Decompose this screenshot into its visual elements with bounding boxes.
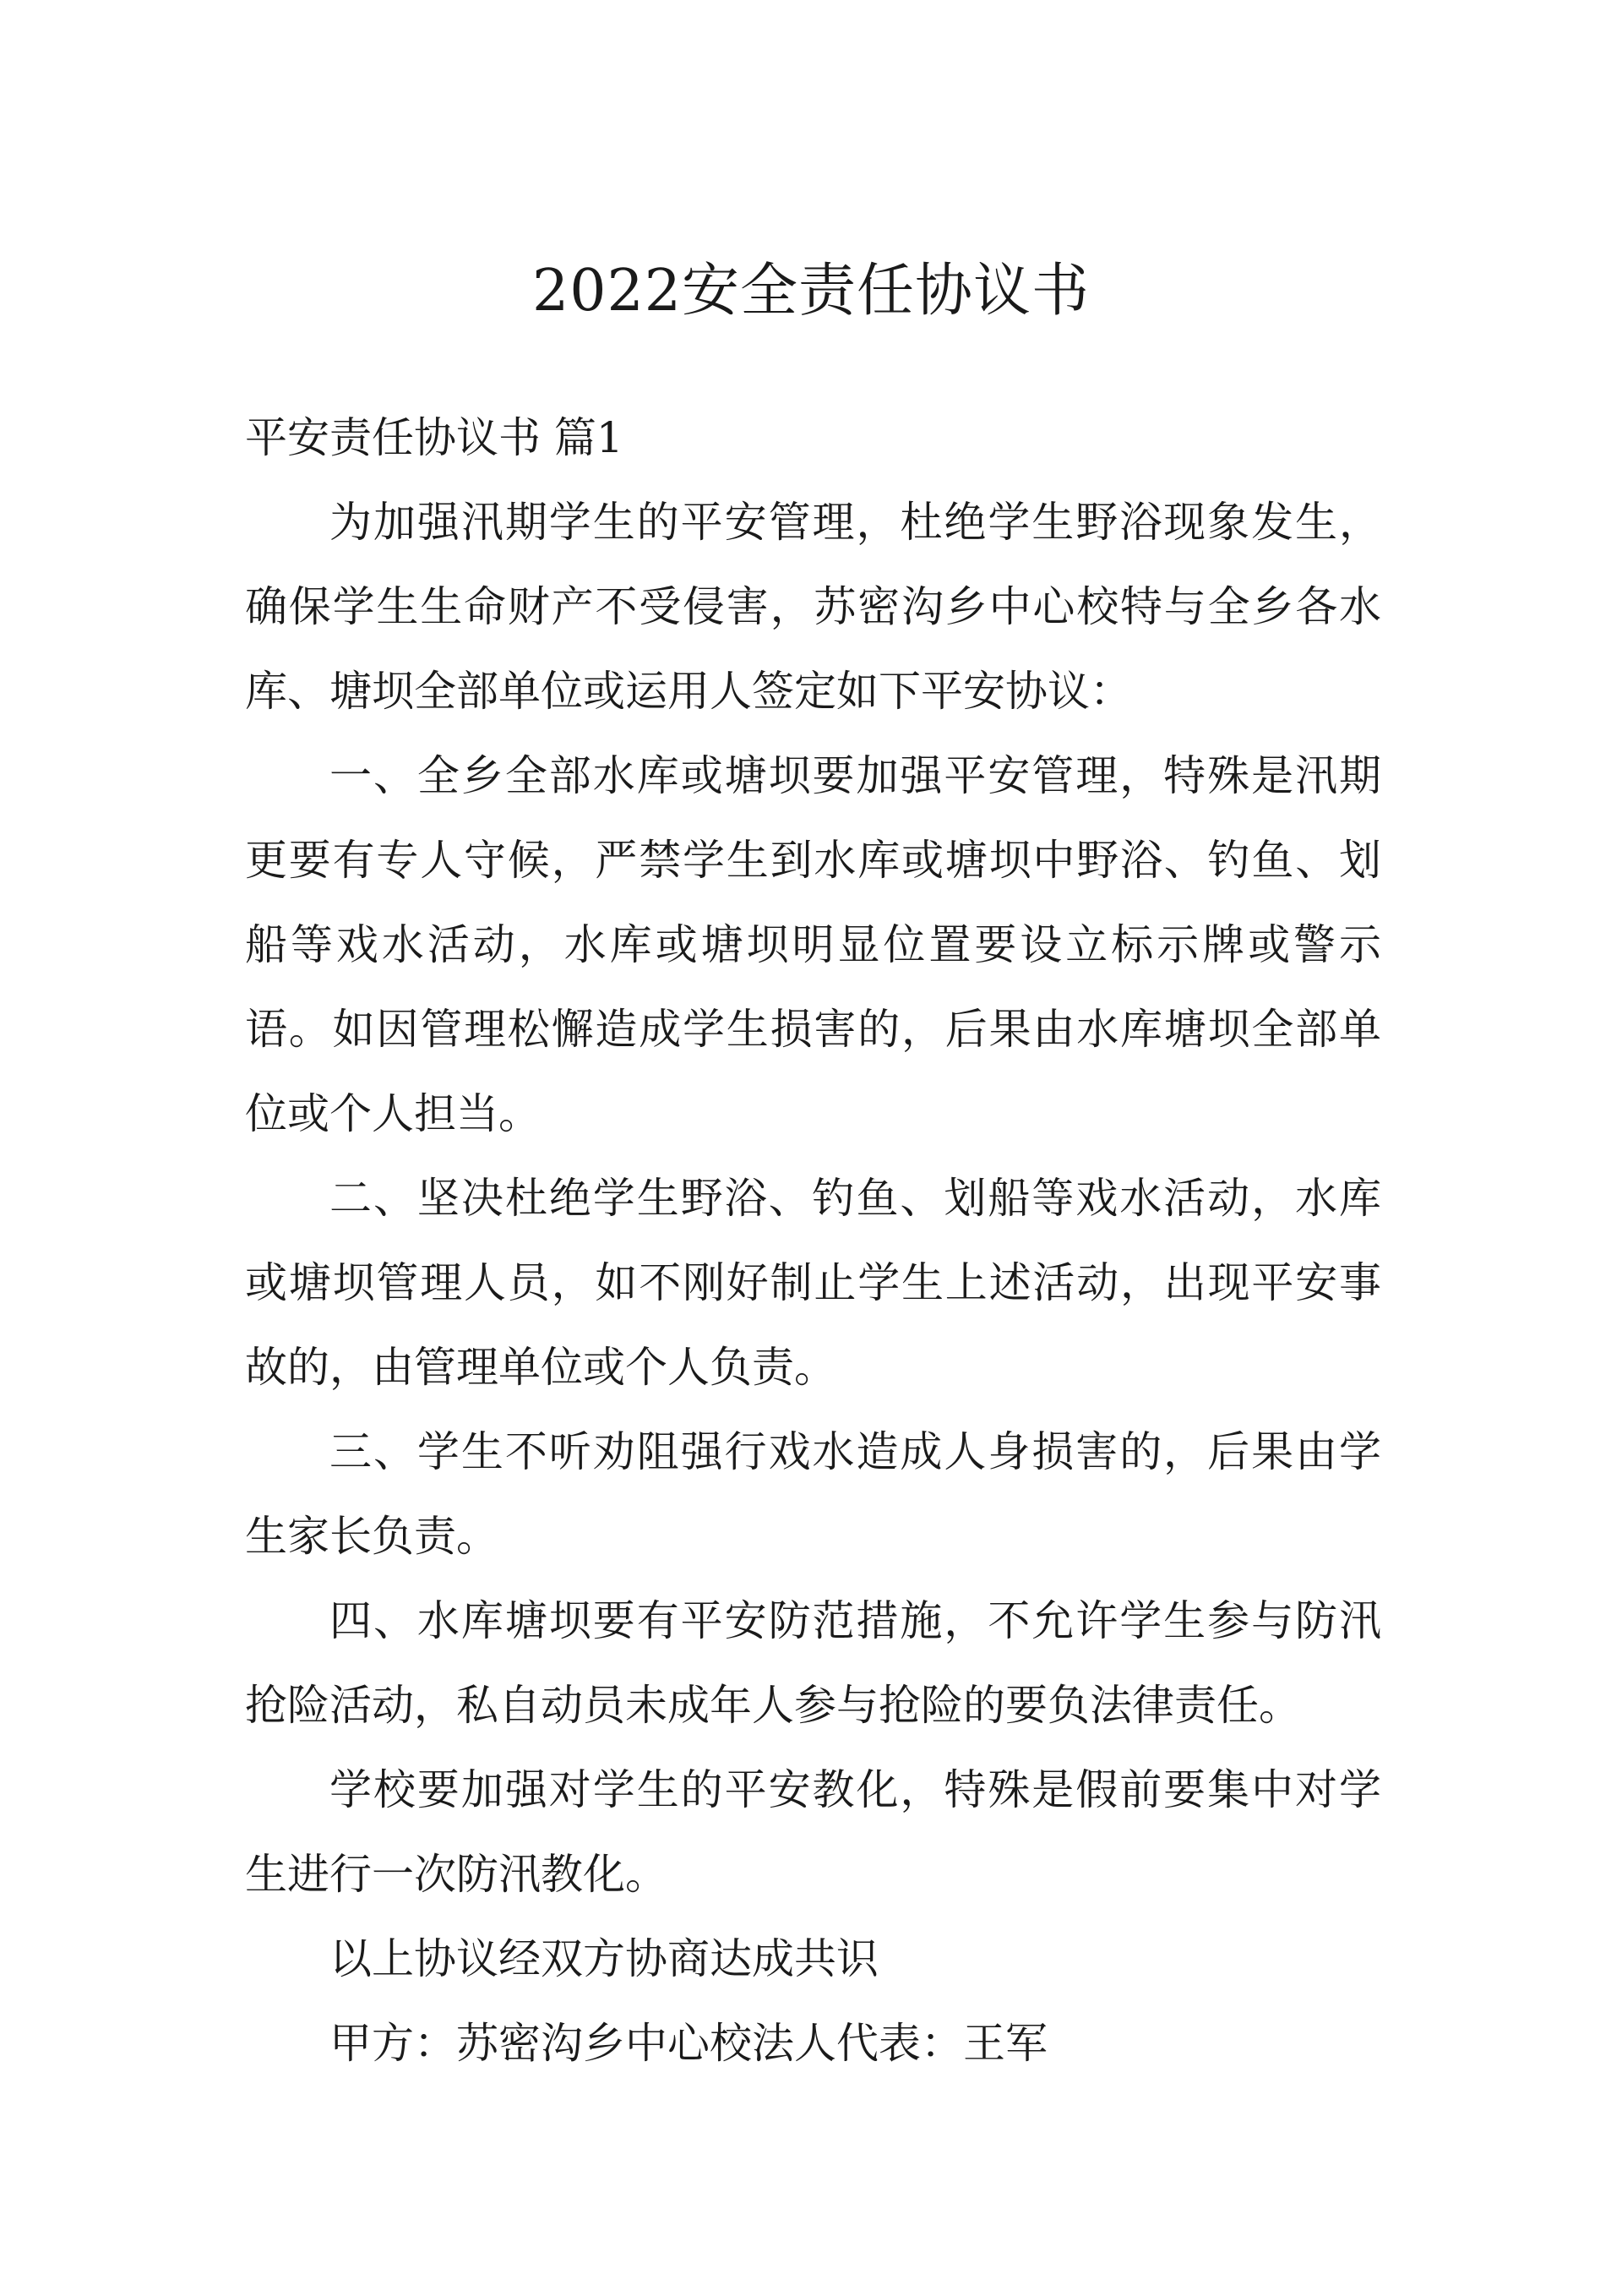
paragraph-consensus: 以上协议经双方协商达成共识 — [329, 1934, 879, 1983]
paragraph-intro: 为加强汛期学生的平安管理，杜绝学生野浴现象发生，确保学生生命财产不受侵害，苏密沟乡中心校特与全乡各水库、塘坝全部单位或运用人签定如下平安协议： — [245, 498, 1381, 716]
document-title: 2022安全责任协议书 — [531, 258, 1091, 324]
party-a-signature-line: 甲方：苏密沟乡中心校法人代表：王军 — [329, 2019, 1048, 2068]
paragraph-clause-1: 一、全乡全部水库或塘坝要加强平安管理，特殊是汛期更要有专人守候，严禁学生到水库或塘坝中野浴、钓鱼、划船等戏水活动，水库或塘坝明显位置要设立标示牌或警示语。如因管理松懈造成学生损害的，后果由水库塘坝全部单位或个人担当。 — [245, 751, 1381, 1138]
paragraph-clause-3: 三、学生不听劝阻强行戏水造成人身损害的，后果由学生家长负责。 — [245, 1427, 1381, 1561]
paragraph-clause-4: 四、水库塘坝要有平安防范措施，不允许学生参与防汛抢险活动，私自动员未成年人参与抢险的要负法律责任。 — [245, 1596, 1381, 1730]
paragraph-clause-2: 二、坚决杜绝学生野浴、钓鱼、划船等戏水活动，水库或塘坝管理人员，如不刚好制止学生上述活动，出现平安事故的，由管理单位或个人负责。 — [245, 1174, 1381, 1392]
section-heading: 平安责任协议书 篇1 — [245, 413, 623, 462]
document-body — [245, 395, 1381, 2086]
paragraph-school-education: 学校要加强对学生的平安教化，特殊是假前要集中对学生进行一次防汛教化。 — [245, 1765, 1381, 1899]
